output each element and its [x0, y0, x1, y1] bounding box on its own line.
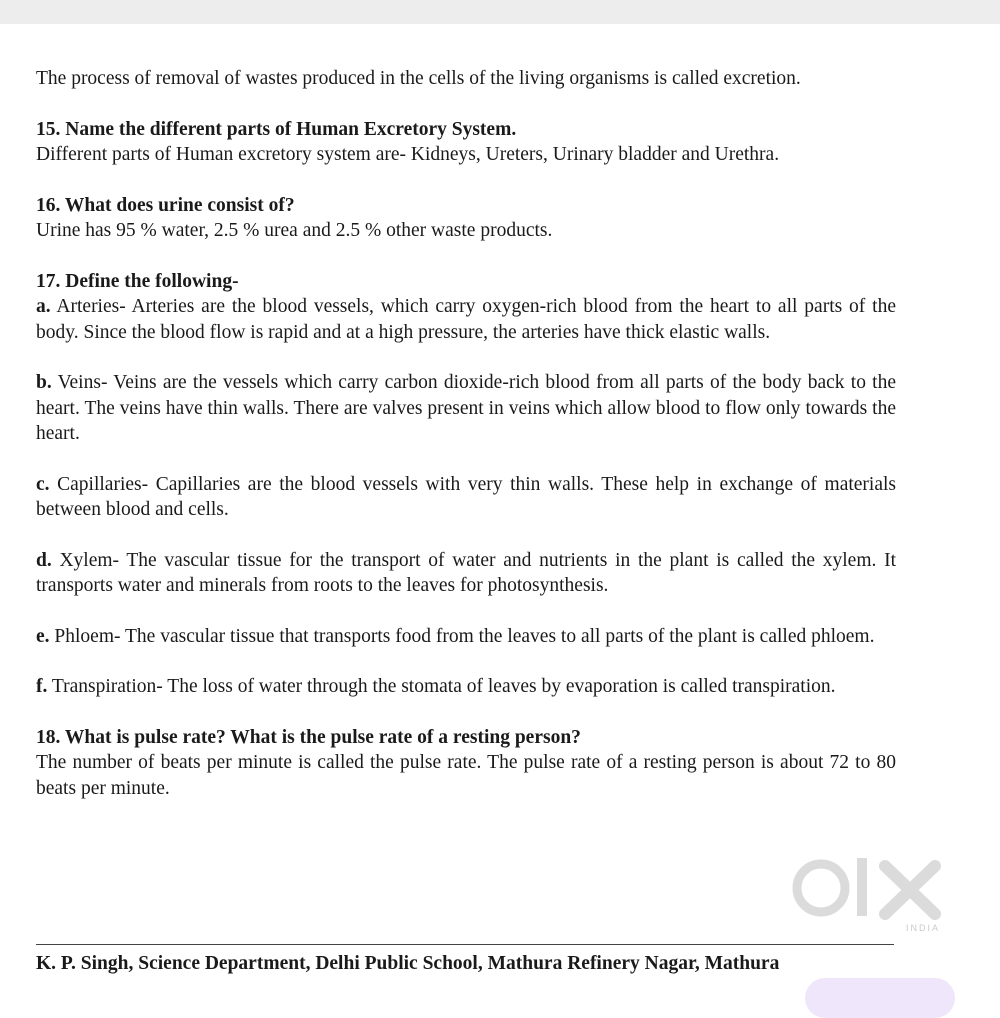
definition-arteries: [36, 294, 896, 345]
intro-answer: The process of removal of wastes produced in the cells of the living organisms is called excretion.: [36, 68, 801, 89]
answer-16: Urine has 95 % water, 2.5 % urea and 2.5 % other waste products.: [36, 220, 553, 241]
item-label: f.: [36, 676, 48, 697]
item-text: Arteries- Arteries are the blood vessels, which carry oxygen-rich blood from the heart to all parts of the body. Since the blood flow is rapid and at a high pressure, the arteries have thick elastic walls.: [36, 296, 896, 343]
item-text: Phloem- The vascular tissue that transports food from the leaves to all parts of the plant is called phloem.: [49, 625, 875, 647]
item-label: c.: [36, 473, 50, 495]
item-text: Veins- Veins are the vessels which carry carbon dioxide-rich blood from all parts of the body back to the heart. The veins have thin walls. There are valves present in veins which allow blood to flow only towards the heart.: [36, 372, 896, 444]
question-17: 17. Define the following-: [36, 270, 239, 292]
item-label: b.: [36, 372, 52, 393]
definition-veins: [36, 370, 896, 447]
definition-transpiration: [36, 674, 896, 700]
document-page: [36, 66, 896, 801]
item-text: Xylem- The vascular tissue for the transport of water and nutrients in the plant is called the xylem. It transports water and minerals from roots to the leaves for photosynthesis.: [36, 549, 896, 596]
item-label: d.: [36, 549, 52, 571]
floating-action-hint: [805, 978, 955, 1018]
question-16: 16. What does urine consist of?: [36, 194, 295, 216]
definition-phloem: [36, 624, 896, 650]
item-text: Capillaries- Capillaries are the blood vessels with very thin walls. These help in exchange of materials between blood and cells.: [36, 473, 896, 520]
item-label: e.: [36, 625, 50, 647]
footer-credit: K. P. Singh, Science Department, Delhi Public School, Mathura Refinery Nagar, Mathura: [36, 953, 780, 974]
top-bar: [0, 0, 1000, 24]
footer-divider: [36, 944, 894, 945]
definition-xylem: [36, 548, 896, 599]
watermark-subtext: INDIA: [906, 923, 941, 933]
item-label: a.: [36, 296, 51, 317]
answer-18: The number of beats per minute is called the pulse rate. The pulse rate of a resting person is about 72 to 80 beats per minute.: [36, 752, 896, 799]
definition-capillaries: [36, 472, 896, 523]
item-text: Transpiration- The loss of water through the stomata of leaves by evaporation is called transpiration.: [47, 676, 836, 697]
answer-15: Different parts of Human excretory system are- Kidneys, Ureters, Urinary bladder and Urethra.: [36, 144, 780, 165]
question-15: 15. Name the different parts of Human Excretory System.: [36, 118, 517, 140]
question-18: 18. What is pulse rate? What is the pulse rate of a resting person?: [36, 726, 581, 748]
